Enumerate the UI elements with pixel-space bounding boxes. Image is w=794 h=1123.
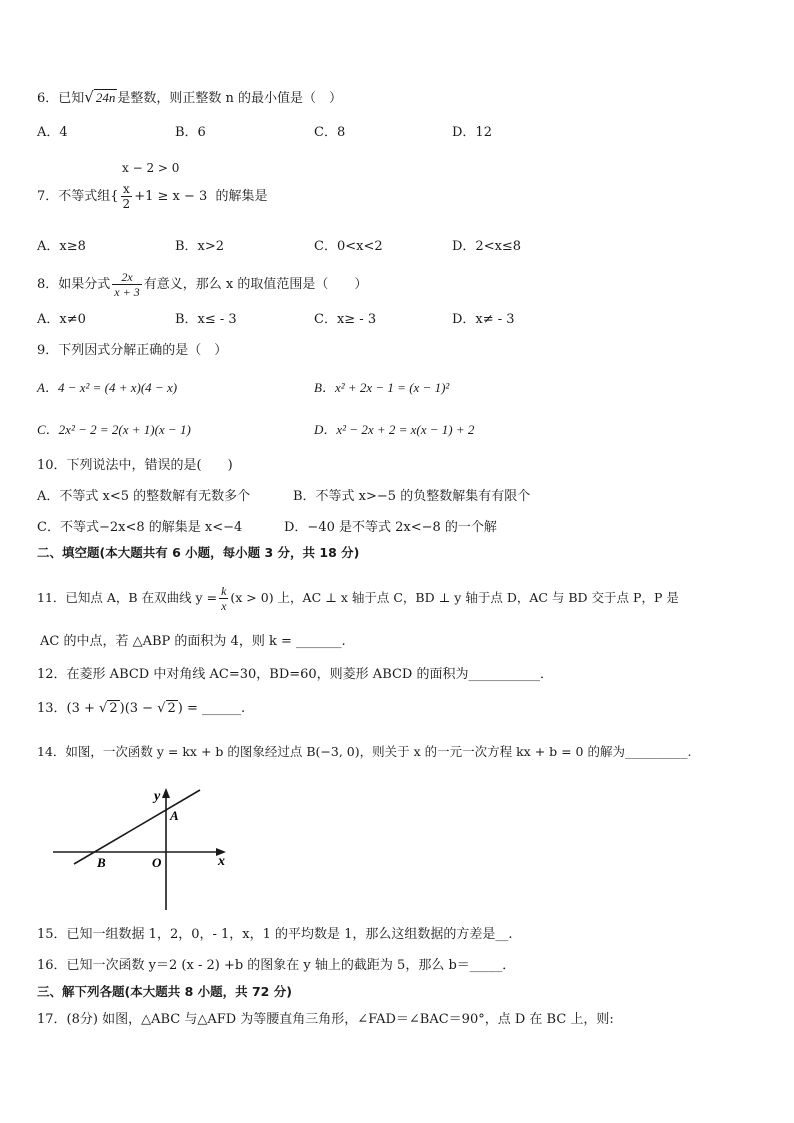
q12-stem: 12．在菱形 ABCD 中对角线 AC=30，BD=60，则菱形 ABCD 的面积为___________．	[37, 667, 553, 682]
point-a-label: A	[170, 808, 179, 823]
q10-option-c: C．不等式−2x<8 的解集是 x<−4	[37, 520, 243, 535]
q13-prefix: 13．(3 +	[37, 701, 100, 716]
q7-second-inequality: +1 ≥ x − 3	[134, 189, 208, 204]
q9-stem: 9．下列因式分解正确的是（ ）	[37, 343, 228, 358]
q10-option-d: D．−40 是不等式 2x<−8 的一个解	[284, 520, 497, 535]
q6-option-a: A．4	[37, 125, 68, 140]
q10-option-a: A．不等式 x<5 的整数解有无数多个	[37, 489, 251, 504]
q11-suffix: (x > 0) 上，AC ⊥ x 轴于点 C，BD ⊥ y 轴于点 D，AC 与 BD 交于点 P，P 是	[230, 590, 679, 605]
q13-middle: )(3 −	[119, 701, 158, 716]
q7-suffix: 的解集是	[215, 189, 268, 204]
q13-radicand-2: 2	[167, 701, 176, 716]
q6-radicand: 24n	[95, 90, 116, 105]
q16-stem: 16．已知一次函数 y＝2 (x - 2) +b 的图象在 y 轴上的截距为 5，那么 b＝_____．	[37, 958, 516, 973]
q14-stem: 14．如图，一次函数 y = kx + b 的图象经过点 B(−3, 0)，则关于 x 的一元一次方程 kx + b = 0 的解为__________.	[37, 744, 692, 759]
q8-option-a: A．x≠0	[37, 312, 86, 327]
q7-option-a: A．x≥8	[37, 239, 86, 254]
q6-option-c: C．8	[314, 125, 346, 140]
q9-option-d: D．x² − 2x + 2 = x(x − 1) + 2	[314, 422, 475, 437]
q11-fraction: $\frac{k}{x}$	[221, 584, 227, 613]
q11-prefix: 11．已知点 A，B 在双曲线 y =	[37, 590, 218, 605]
q9-option-a: A．4 − x² = (4 + x)(4 − x)	[37, 380, 178, 395]
q6-suffix: 是整数，则正整数 n 的最小值是（ ）	[117, 91, 342, 106]
q8-option-d: D．x≠ - 3	[452, 312, 515, 327]
q13-radicand-1: 2	[109, 701, 118, 716]
q8-option-b: B．x≤ - 3	[175, 312, 237, 327]
q7-prefix: 7．不等式组{	[37, 189, 119, 204]
q13-suffix: ) = ______.	[177, 701, 246, 716]
q9-option-c: C．2x² − 2 = 2(x + 1)(x − 1)	[37, 422, 191, 437]
y-axis-label: y	[154, 789, 161, 804]
point-b-label: B	[97, 855, 106, 870]
q15-stem: 15．已知一组数据 1，2，0，- 1，x，1 的平均数是 1，那么这组数据的方差是__.	[37, 927, 513, 942]
origin-label: O	[152, 855, 162, 870]
q7-option-d: D．2<x≤8	[452, 239, 522, 254]
q10-stem: 10．下列说法中，错误的是( )	[37, 458, 233, 473]
y-axis-arrow	[162, 788, 170, 798]
function-line	[74, 790, 200, 864]
q8-fraction: $\frac{2x}{x + 3}$	[114, 270, 140, 299]
section-2-heading: 二、填空题(本大题共有 6 小题，每小题 3 分，共 18 分)	[37, 545, 360, 560]
q7-option-c: C．0<x<2	[314, 239, 383, 254]
x-axis-label: x	[218, 854, 225, 869]
q8-prefix: 8．如果分式	[37, 277, 111, 292]
q6-stem: 6．已知√ 24n 是整数，则正整数 n 的最小值是（ ）	[37, 88, 342, 106]
q14-graph	[48, 782, 238, 917]
q8-option-c: C．x≥ - 3	[314, 312, 377, 327]
q7-option-b: B．x>2	[175, 239, 225, 254]
q10-option-b: B．不等式 x>−5 的负整数解集有有限个	[293, 489, 531, 504]
section-3-heading: 三、解下列各题(本大题共 8 小题，共 72 分)	[37, 984, 292, 999]
q8-stem	[37, 270, 367, 299]
q6-option-b: B．6	[175, 125, 206, 140]
q7-stem	[37, 182, 268, 211]
q7-fraction: $\frac{x}{2}$	[122, 182, 131, 211]
q7-first-inequality: x − 2 > 0	[122, 161, 180, 175]
q11-stem	[37, 584, 679, 613]
q6-option-d: D．12	[452, 125, 492, 140]
q13-stem: 13．(3 + √ 2 )(3 − √ 2 ) = ______.	[37, 701, 246, 716]
q6-prefix: 6．已知	[37, 91, 85, 106]
q8-suffix: 有意义，那么 x 的取值范围是（ ）	[143, 277, 368, 292]
q11-line-2: AC 的中点，若 △ABP 的面积为 4，则 k = _______.	[40, 634, 346, 649]
q9-option-b: B．x² + 2x − 1 = (x − 1)²	[314, 380, 450, 395]
q17-stem: 17．(8分) 如图，△ABC 与△AFD 为等腰直角三角形，∠FAD＝∠BAC＝90°，点 D 在 BC 上，则:	[37, 1012, 614, 1027]
